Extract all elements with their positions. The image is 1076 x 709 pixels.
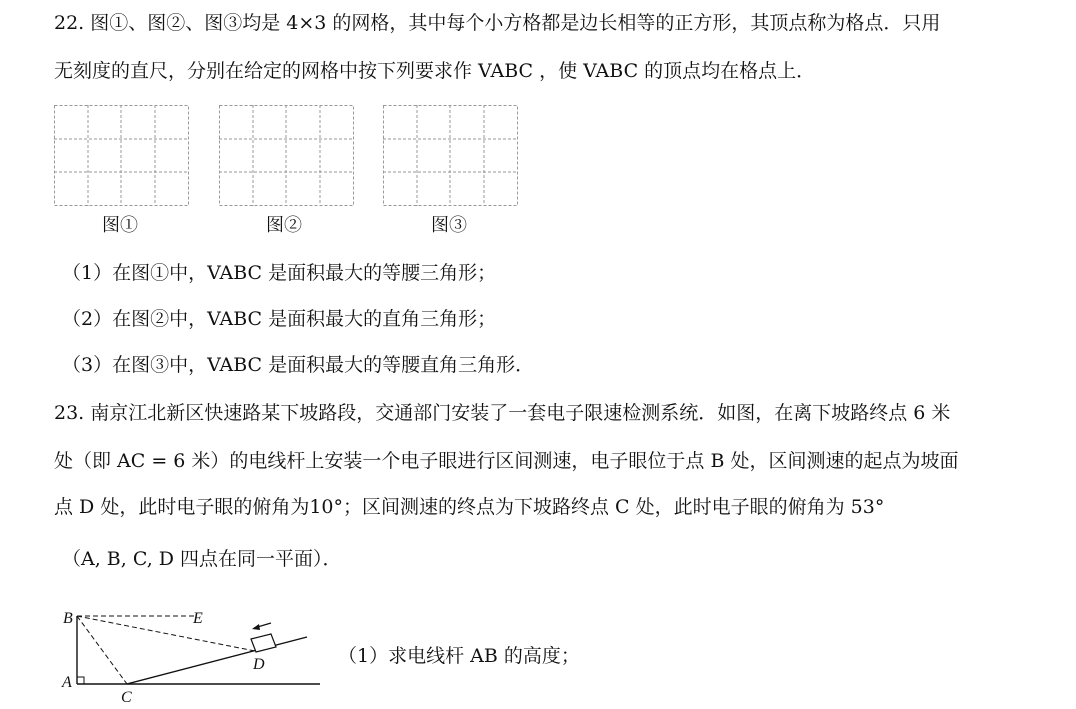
q23-item-1: （1）求电线杆 AB 的高度； [338, 645, 580, 667]
q22-line-2: 无刻度的直尺，分别在给定的网格中按下列要求作 VABC ，使 VABC 的顶点均在格点上． [54, 60, 816, 82]
grid-figure-3 [383, 105, 520, 208]
q23-line-1: 23. 南京江北新区快速路某下坡路段，交通部门安装了一套电子限速检测系统．如图，在离下坡路终点 6 米 [54, 402, 951, 424]
label-A: A [62, 674, 72, 691]
label-B: B [63, 610, 73, 627]
caption-figure-2: 图② [266, 215, 302, 236]
q23-line-4: （A, B, C, D 四点在同一平面）． [62, 548, 342, 570]
label-E: E [193, 610, 203, 627]
caption-figure-3: 图③ [431, 215, 467, 236]
q23-line-2: 处（即 AC = 6 米）的电线杆上安装一个电子眼进行区间测速，电子眼位于点 B 处，区间测速的起点为坡面 [54, 450, 959, 472]
q22-item-3: （3）在图③中，VABC 是面积最大的等腰直角三角形． [62, 354, 535, 376]
label-D: D [253, 656, 265, 673]
q22-line-1: 22. 图①、图②、图③均是 4×3 的网格，其中每个小方格都是边长相等的正方形，其顶点称为格点．只用 [54, 12, 941, 34]
caption-figure-1: 图① [102, 215, 138, 236]
grid-figure-2 [219, 105, 356, 208]
q22-item-2: （2）在图②中，VABC 是面积最大的直角三角形； [62, 308, 497, 330]
label-C: C [121, 689, 132, 706]
q23-line-3: 点 D 处，此时电子眼的俯角为10°；区间测速的终点为下坡路终点 C 处，此时电子眼的俯角为 53° [54, 496, 885, 518]
grid-figure-1 [54, 105, 191, 208]
slope-figure [55, 605, 325, 709]
q22-item-1: （1）在图①中，VABC 是面积最大的等腰三角形； [62, 262, 497, 284]
